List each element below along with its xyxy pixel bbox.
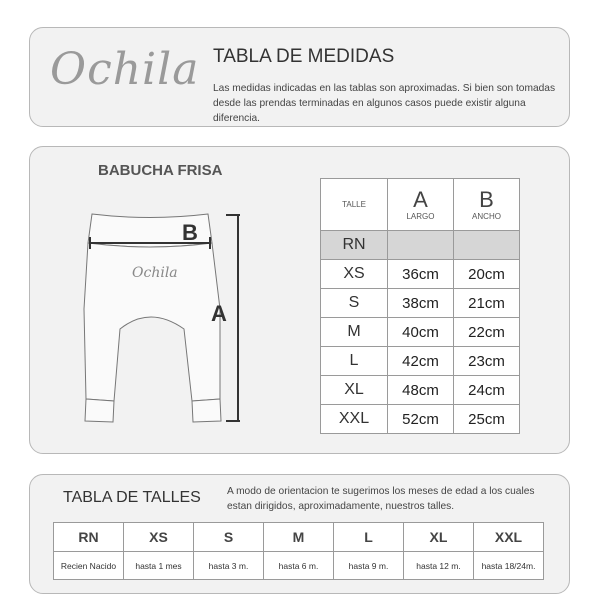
width-cell: 25cm: [454, 405, 520, 434]
length-cell: 38cm: [388, 289, 454, 318]
age-label: hasta 3 m.: [194, 552, 264, 580]
size-label: XXL: [474, 523, 544, 552]
garment-logo: Ochila: [132, 265, 178, 281]
size-label: XS: [124, 523, 194, 552]
table-row: [321, 260, 520, 289]
pants-left-cuff: [85, 399, 114, 422]
size-header: TALLE: [321, 179, 388, 231]
size-label: M: [264, 523, 334, 552]
sizes-table: [53, 522, 544, 580]
measurements-table: [320, 178, 520, 434]
brand-logo: Ochila: [50, 44, 200, 95]
table-row: [321, 318, 520, 347]
length-cell: [388, 231, 454, 260]
length-cell: 52cm: [388, 405, 454, 434]
measure-b-label: B: [182, 220, 198, 245]
table-row: [321, 376, 520, 405]
size-label: XL: [404, 523, 474, 552]
sizes-description: A modo de orientacion te sugerimos los meses de edad a los cuales estan dirigidos, aproximadamente, nuestros talles.: [227, 486, 535, 512]
width-cell: 20cm: [454, 260, 520, 289]
table-row: [321, 231, 520, 260]
length-cell: 42cm: [388, 347, 454, 376]
sizes-title: TABLA DE TALLES: [63, 489, 201, 506]
width-cell: 24cm: [454, 376, 520, 405]
width-cell: 23cm: [454, 347, 520, 376]
pants-right-cuff: [192, 399, 221, 422]
page-description: Las medidas indicadas en las tablas son aproximadas. Si bien son tomadas desde las prendas terminadas en algunos casos puede existir alguna diferencia.: [213, 83, 556, 124]
age-label: hasta 9 m.: [334, 552, 404, 580]
age-label: hasta 18/24m.: [474, 552, 544, 580]
size-cell: S: [321, 289, 388, 318]
sizes-label-row: [54, 523, 544, 552]
measurements-header-row: [321, 179, 520, 231]
size-label: L: [334, 523, 404, 552]
size-cell: M: [321, 318, 388, 347]
age-label: hasta 6 m.: [264, 552, 334, 580]
length-header: A LARGO: [388, 179, 454, 231]
size-label: S: [194, 523, 264, 552]
table-row: [321, 405, 520, 434]
size-cell: L: [321, 347, 388, 376]
size-cell: RN: [321, 231, 388, 260]
size-cell: XS: [321, 260, 388, 289]
age-label: Recien Nacido: [54, 552, 124, 580]
table-row: [321, 347, 520, 376]
age-label: hasta 1 mes: [124, 552, 194, 580]
size-cell: XL: [321, 376, 388, 405]
product-panel: [29, 146, 570, 454]
width-cell: 22cm: [454, 318, 520, 347]
sizes-age-row: [54, 552, 544, 580]
size-label: RN: [54, 523, 124, 552]
length-cell: 40cm: [388, 318, 454, 347]
measure-a-label: A: [211, 301, 227, 326]
sizes-panel: [29, 474, 570, 594]
width-cell: 21cm: [454, 289, 520, 318]
length-cell: 36cm: [388, 260, 454, 289]
header-panel: [29, 27, 570, 127]
length-cell: 48cm: [388, 376, 454, 405]
page-title: TABLA DE MEDIDAS: [213, 46, 395, 67]
size-cell: XXL: [321, 405, 388, 434]
table-row: [321, 289, 520, 318]
product-title: BABUCHA FRISA: [98, 162, 223, 179]
width-cell: [454, 231, 520, 260]
pants-illustration: [80, 209, 240, 429]
width-header: B ANCHO: [454, 179, 520, 231]
age-label: hasta 12 m.: [404, 552, 474, 580]
